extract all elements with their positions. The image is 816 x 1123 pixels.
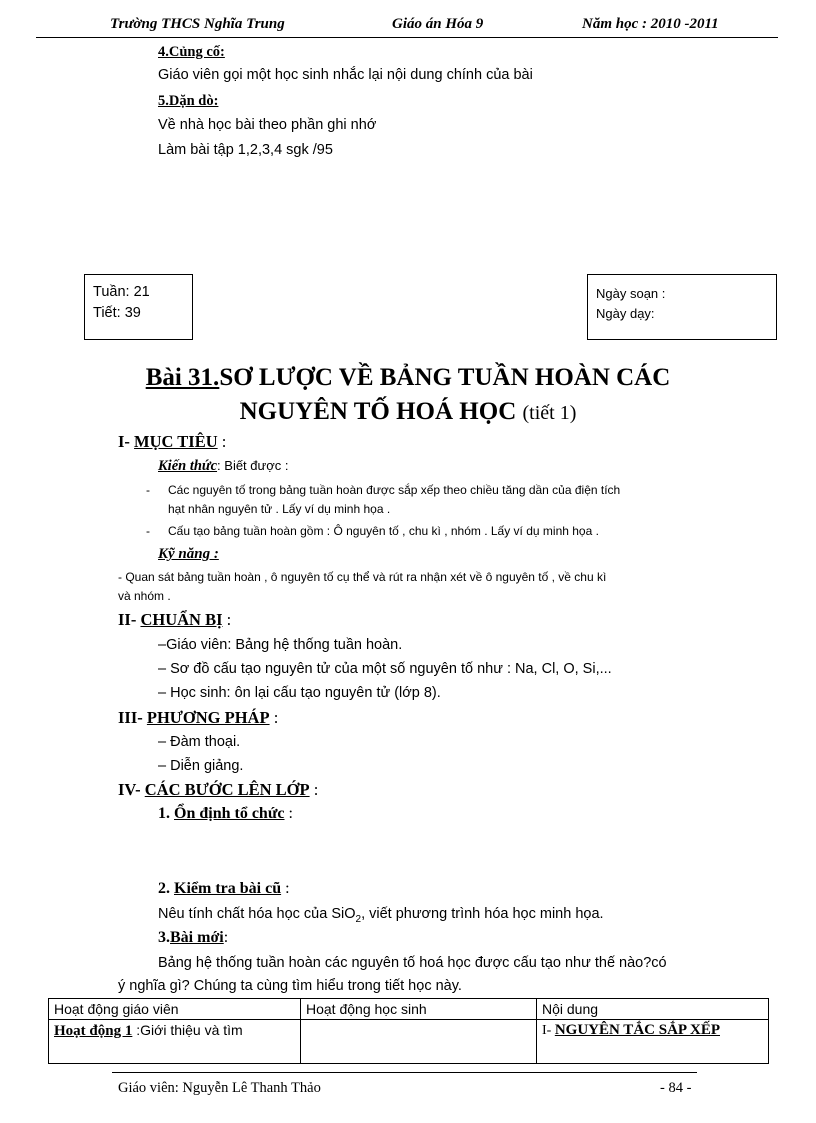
- header-year: Năm học : 2010 -2011: [582, 16, 719, 32]
- lesson-title-line1: [0, 364, 816, 392]
- prepare-line1: –Giáo viên: Bảng hệ thống tuần hoàn.: [158, 637, 403, 653]
- dan-do-title: 5.Dặn dò:: [158, 93, 219, 109]
- skills-line2: và nhóm .: [118, 589, 171, 603]
- table-row: [49, 1020, 769, 1064]
- cung-co-title: 4.Củng cố:: [158, 44, 225, 60]
- step3: 3.Bài mới:: [158, 929, 229, 946]
- dan-do-line2: Làm bài tập 1,2,3,4 sgk /95: [158, 142, 333, 158]
- content-heading: NGUYÊN TẮC SẮP XẾP: [554, 1022, 720, 1038]
- lesson-title1: SƠ LƯỢC VỀ BẢNG TUẦN HOÀN CÁC: [219, 364, 671, 391]
- knowledge-line: Kiến thức: Biết được :: [158, 458, 289, 474]
- bullet1-line2: hạt nhân nguyên tử . Lấy ví dụ minh họa .: [168, 502, 391, 516]
- lesson-title2: NGUYÊN TỐ HOÁ HỌC: [239, 398, 517, 425]
- objectives-heading: I- MỤC TIÊU :: [118, 432, 227, 451]
- header-school: Trường THCS Nghĩa Trung: [110, 16, 285, 32]
- skills-line1: - Quan sát bảng tuần hoàn , ô nguyên tố cụ thể và rút ra nhận xét về ô nguyên tố , về chu kì: [118, 570, 607, 584]
- header-subject: Giáo án Hóa 9: [392, 16, 484, 32]
- table-header-teacher: Hoạt động giáo viên: [49, 999, 301, 1020]
- prepare-line2: – Sơ đồ cấu tạo nguyên tử của một số nguyên tố như : Na, Cl, O, Si,...: [158, 661, 612, 677]
- date-box: [587, 274, 777, 340]
- intro-line1: Bảng hệ thống tuần hoàn các nguyên tố hoá học được cấu tạo như thế nào?có: [158, 955, 667, 971]
- cung-co-text: Giáo viên gọi một học sinh nhắc lại nội dung chính của bài: [158, 67, 533, 83]
- footer-page: - 84 -: [660, 1080, 692, 1096]
- bullet-dash-1: -: [146, 483, 150, 497]
- skills-label: Kỹ năng :: [158, 546, 219, 562]
- method-heading: III- PHƯƠNG PHÁP :: [118, 708, 279, 727]
- bullet1-line1: Các nguyên tố trong bảng tuần hoàn được sắp xếp theo chiều tăng dần của điện tích: [168, 483, 621, 497]
- lesson-number: Bài 31.: [145, 364, 220, 391]
- method-line1: – Đàm thoại.: [158, 734, 241, 750]
- prep-date: Ngày soạn :: [596, 286, 666, 301]
- table-header-content: Nội dung: [537, 999, 769, 1020]
- week-period-box: [84, 274, 193, 340]
- step2: 2. Kiểm tra bài cũ :: [158, 880, 290, 897]
- bullet-dash-2: -: [146, 524, 150, 538]
- activity-table: [48, 998, 769, 1064]
- footer-teacher: Giáo viên: Nguyễn Lê Thanh Thảo: [118, 1080, 321, 1096]
- activity-cell: Hoạt động 1 :Giới thiệu và tìm: [49, 1020, 301, 1064]
- teach-date: Ngày dạy:: [596, 306, 655, 321]
- prepare-line3: – Học sinh: ôn lại cấu tạo nguyên tử (lớp 8).: [158, 685, 441, 701]
- student-cell: [301, 1020, 537, 1064]
- dan-do-line1: Về nhà học bài theo phần ghi nhớ: [158, 117, 377, 133]
- table-header-row: [49, 999, 769, 1020]
- lesson-title-line2: [0, 398, 816, 426]
- step2-text: Nêu tính chất hóa học của SiO$_2$, viết phương trình hóa học minh họa.: [158, 906, 604, 925]
- week: Tuần: 21: [93, 284, 150, 300]
- intro-line2: ý nghĩa gì? Chúng ta cùng tìm hiểu trong tiết học này.: [118, 978, 462, 994]
- method-line2: – Diễn giảng.: [158, 758, 244, 774]
- bullet2: Cấu tạo bảng tuần hoàn gồm : Ô nguyên tố , chu kì , nhóm . Lấy ví dụ minh họa .: [168, 524, 599, 538]
- header-rule: [36, 37, 778, 38]
- prepare-heading: II- CHUẨN BỊ :: [118, 610, 232, 629]
- knowledge-label: Kiến thức: [158, 458, 218, 474]
- footer-rule: [112, 1072, 697, 1073]
- content-cell: I- NGUYÊN TẮC SẮP XẾP: [537, 1020, 769, 1064]
- period: Tiết: 39: [93, 305, 141, 321]
- table-header-student: Hoạt động học sinh: [301, 999, 537, 1020]
- activity-label: Hoạt động 1: [54, 1023, 133, 1039]
- steps-heading: IV- CÁC BƯỚC LÊN LỚP :: [118, 780, 319, 799]
- step1: 1. Ổn định tổ chức :: [158, 805, 293, 822]
- lesson-part: (tiết 1): [522, 402, 577, 424]
